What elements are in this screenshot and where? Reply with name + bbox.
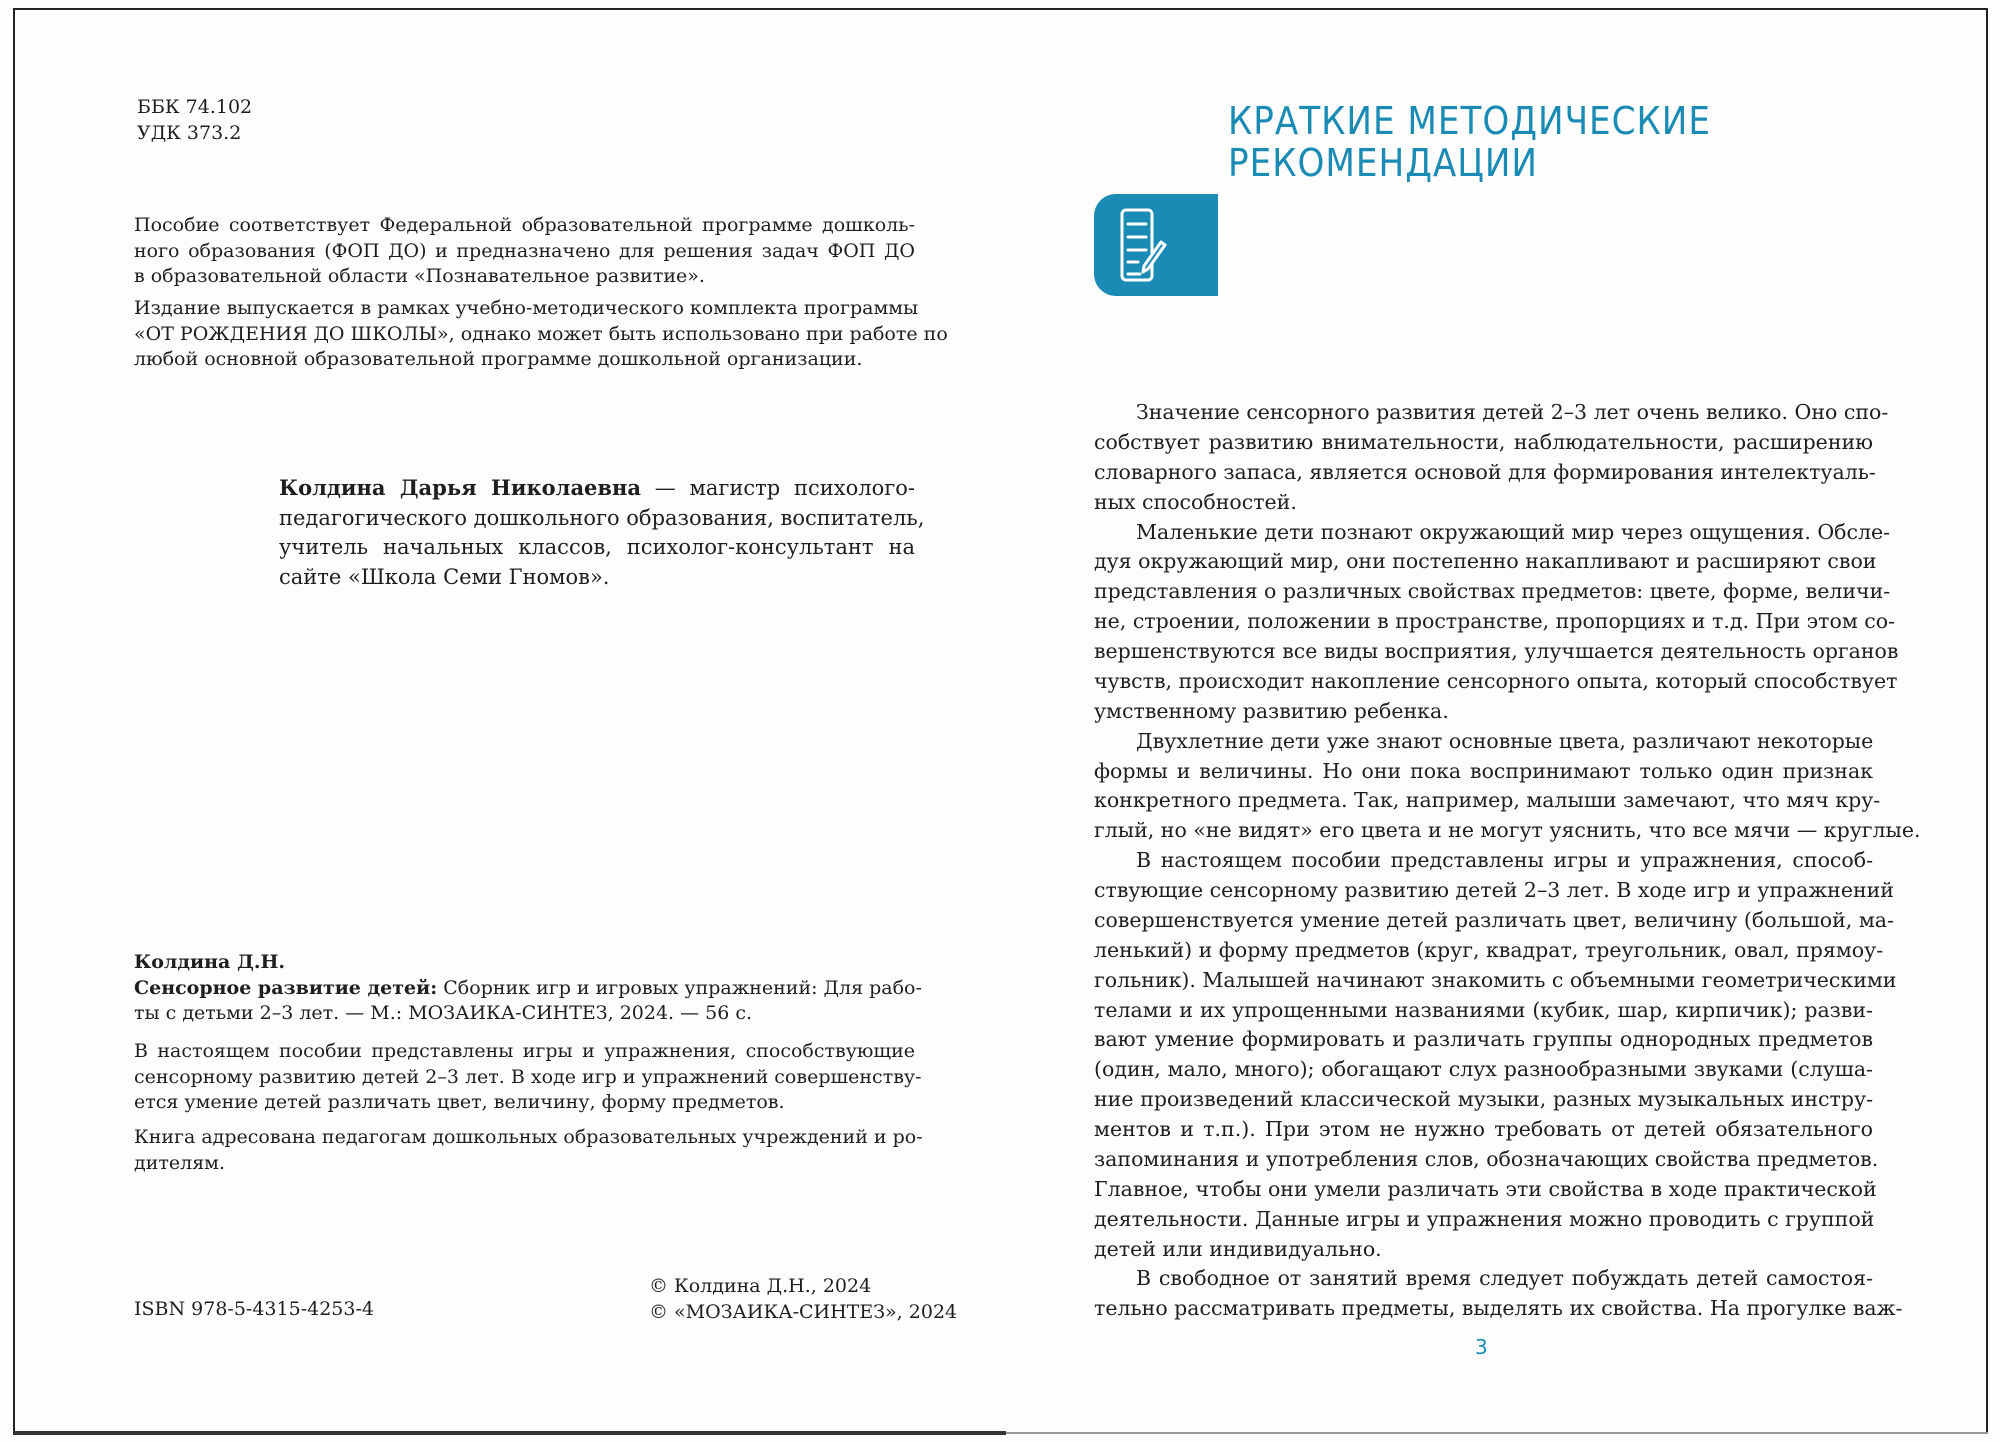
- text-line: вершенствуются все виды восприятия, улучшается деятельность органов: [1094, 639, 1899, 663]
- text-line: конкретного предмета. Так, например, малыши замечают, что мяч кру-: [1094, 788, 1881, 813]
- annotation-paragraph-1: [134, 1039, 922, 1116]
- text-line: Двухлетние дети уже знают основные цвета, различают некоторые: [1136, 728, 1874, 753]
- text-line: формы и величины. Но они пока воспринимают только один признак: [1094, 758, 1873, 783]
- bbk-code: ББК 74.102: [137, 96, 253, 118]
- text-line: В настоящем пособии представлены игры и упражнения, способ-: [1136, 848, 1873, 873]
- author-bio-line: педагогического дошкольного образования, воспитатель,: [279, 505, 925, 530]
- text-line: вают умение формировать и различать группы однородных предметов: [1094, 1027, 1873, 1052]
- text-line: В свободное от занятий время следует побуждать детей самостоя-: [1136, 1266, 1873, 1291]
- classification-codes: [137, 95, 252, 146]
- text-line: не, строении, положении в пространстве, пропорциях и т.д. При этом со-: [1094, 609, 1896, 634]
- text-line: умственному развитию ребенка.: [1094, 698, 1449, 723]
- isbn: ISBN 978-5-4315-4253-4: [134, 1298, 374, 1320]
- text-line: Маленькие дети познают окружающий мир через ощущения. Обсле-: [1136, 519, 1891, 544]
- text-line: в образовательной области «Познавательное развитие».: [134, 265, 705, 287]
- text-line: ется умение детей различать цвет, величину, форму предметов.: [134, 1091, 785, 1113]
- author-name: Колдина Дарья Николаевна: [279, 475, 641, 500]
- page-number: 3: [1475, 1335, 1488, 1359]
- bottom-border-left: [13, 1431, 1006, 1435]
- text-line: ного образования (ФОП ДО) и предназначено для решения задач ФОП ДО: [134, 239, 915, 262]
- copyright: [649, 1274, 957, 1325]
- text-line: ленький) и форму предметов (круг, квадрат, треугольник, овал, прямоу-: [1094, 937, 1884, 962]
- text-line: запоминания и употребления слов, обозначающих свойства предметов.: [1094, 1146, 1879, 1171]
- text-line: глый, но «не видят» его цвета и не могут уяснить, что все мячи — круглые.: [1094, 818, 1921, 843]
- text-line: дуя окружающий мир, они постепенно накапливают и расширяют свои: [1094, 549, 1877, 574]
- text-line: тельно рассматривать предметы, выделять их свойства. На прогулке важ-: [1094, 1296, 1903, 1321]
- bib-line: Сенсорное развитие детей: Сборник игр и игровых упражнений: Для рабо-: [134, 976, 922, 999]
- udk-code: УДК 373.2: [137, 121, 242, 144]
- body-text: [1094, 398, 1921, 1324]
- text-line: гольник). Малышей начинают знакомить с объемными геометрическими: [1094, 967, 1897, 992]
- author-bio-line: учитель начальных классов, психолог-консультант на: [279, 535, 915, 559]
- text-line: Значение сенсорного развития детей 2–3 лет очень велико. Оно спо-: [1136, 400, 1889, 424]
- document-pencil-icon: [1094, 194, 1218, 296]
- text-line: В настоящем пособии представлены игры и упражнения, способствующие: [134, 1040, 915, 1062]
- text-line: собствует развитию внимательности, наблюдательности, расширению: [1094, 429, 1873, 454]
- text-line: «ОТ РОЖДЕНИЯ ДО ШКОЛЫ», однако может быть использовано при работе по: [134, 322, 948, 345]
- text-line: ментов и т.п.). При этом не нужно требовать от детей обязательного: [1094, 1117, 1873, 1141]
- annotation-paragraph-2: [134, 1125, 923, 1176]
- text-line: любой основной образовательной программе дошкольной организации.: [134, 348, 863, 370]
- author-bio-line: сайте «Школа Семи Гномов».: [279, 564, 610, 589]
- author-bio: [279, 473, 925, 592]
- intro-paragraph-2: [134, 296, 948, 373]
- intro-paragraph-1: [134, 213, 915, 290]
- text-line: ние произведений классической музыки, разных музыкальных инстру-: [1094, 1087, 1873, 1112]
- body-paragraph: [1094, 727, 1921, 847]
- text-line: телами и их упрощенными названиями (кубик, шар, кирпичик); разви-: [1094, 997, 1873, 1022]
- bib-line: ты с детьми 2–3 лет. — М.: МОЗАИКА-СИНТЕЗ, 2024. — 56 с.: [134, 1002, 753, 1024]
- bib-title: Сенсорное развитие детей:: [134, 976, 438, 999]
- copyright-author: © Колдина Д.Н., 2024: [649, 1275, 872, 1297]
- text-line: Книга адресована педагогам дошкольных образовательных учреждений и ро-: [134, 1126, 923, 1148]
- text-line: ствующие сенсорному развитию детей 2–3 лет. В ходе игр и упражнений: [1094, 878, 1894, 902]
- text-line: Пособие соответствует Федеральной образовательной программе дошколь-: [134, 214, 915, 236]
- text-line: словарного запаса, является основой для формирования интелектуаль-: [1094, 459, 1876, 484]
- bib-author: Колдина Д.Н.: [134, 951, 286, 973]
- body-paragraph: [1094, 846, 1897, 1264]
- text-line: детей или индивидуально.: [1094, 1236, 1382, 1261]
- body-paragraph: [1094, 518, 1899, 727]
- text-line: сенсорному развитию детей 2–3 лет. В ходе игр и упражнений совершенству-: [134, 1065, 922, 1088]
- body-paragraph: [1094, 1264, 1903, 1324]
- author-bio-line: Колдина Дарья Николаевна — магистр психолого-: [279, 475, 915, 500]
- bibliographic-record: [134, 950, 922, 1027]
- body-paragraph: [1094, 398, 1889, 518]
- text-line: деятельности. Данные игры и упражнения можно проводить с группой: [1094, 1206, 1875, 1231]
- copyright-publisher: © «МОЗАИКА-СИНТЕЗ», 2024: [649, 1300, 958, 1323]
- text-line: совершенствуется умение детей различать цвет, величину (большой, ма-: [1094, 907, 1894, 932]
- text-line: ных способностей.: [1094, 489, 1297, 514]
- text-line: Издание выпускается в рамках учебно-методического комплекта программы: [134, 297, 919, 319]
- section-title: КРАТКИЕ МЕТОДИЧЕСКИЕ РЕКОМЕНДАЦИИ: [1228, 99, 1711, 185]
- text-line: (один, мало, много); обогащают слух разнообразными звуками (слуша-: [1094, 1057, 1873, 1082]
- text-line: дителям.: [134, 1151, 225, 1174]
- bottom-border-right: [1006, 1432, 1988, 1434]
- text-line: чувств, происходит накопление сенсорного опыта, который способствует: [1094, 668, 1898, 693]
- text-line: Главное, чтобы они умели различать эти свойства в ходе практической: [1094, 1176, 1877, 1201]
- text-line: представления о различных свойствах предметов: цвете, форме, величи-: [1094, 579, 1891, 604]
